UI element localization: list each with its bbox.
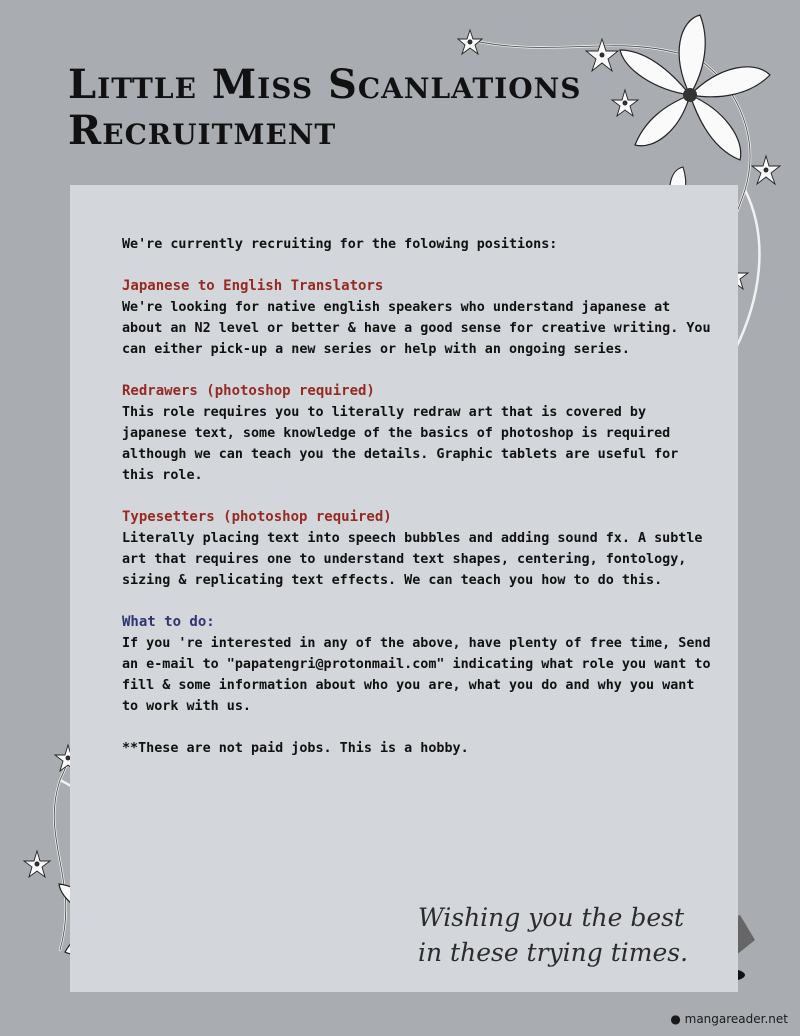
section-body: This role requires you to literally redraw art that is covered by japanese text, some knowledge of the basics of photoshop is required although we can teach you the details. Graphic tablets are useful for this role. [122, 405, 679, 483]
section-body: If you 're interested in any of the above, have plenty of free time, Send an e-mail to "papatengri@protonmail.com" indicating what role you want to fill & some information about who you are, what you do and why you want to work with us. [122, 636, 711, 714]
section-what-to-do [122, 612, 712, 717]
page-title [68, 62, 582, 154]
closing-message [418, 900, 688, 970]
section-body: We're looking for native english speakers who understand japanese at about an N2 level or better & have a good sense for creative writing. You can either pick-up a new series or help with an ongoing series. [122, 300, 711, 357]
section-typesetters [122, 507, 712, 591]
watermark-icon: ● [670, 1012, 681, 1026]
section-body: Literally placing text into speech bubbles and adding sound fx. A subtle art that requires one to understand text shapes, centering, fontology, sizing & replicating text effects. We can teach you how to do this. [122, 531, 703, 588]
site-watermark [670, 1012, 788, 1026]
intro-text: We're currently recruiting for the folowing positions: [122, 237, 558, 252]
section-redrawers [122, 381, 712, 486]
closing-line-2: in these trying times. [418, 938, 689, 967]
closing-line-1: Wishing you the best [418, 903, 685, 932]
recruitment-text [122, 234, 712, 780]
watermark-text: mangareader.net [684, 1012, 788, 1026]
section-heading: What to do: [122, 614, 215, 630]
section-translators [122, 276, 712, 360]
section-heading: Redrawers (photoshop required) [122, 383, 375, 399]
section-heading: Typesetters (photoshop required) [122, 509, 392, 525]
title-line-1: Little Miss Scanlations [68, 61, 582, 108]
section-heading: Japanese to English Translators [122, 278, 384, 294]
title-line-2: Recruitment [68, 107, 337, 154]
note-text: **These are not paid jobs. This is a hobby. [122, 741, 469, 756]
